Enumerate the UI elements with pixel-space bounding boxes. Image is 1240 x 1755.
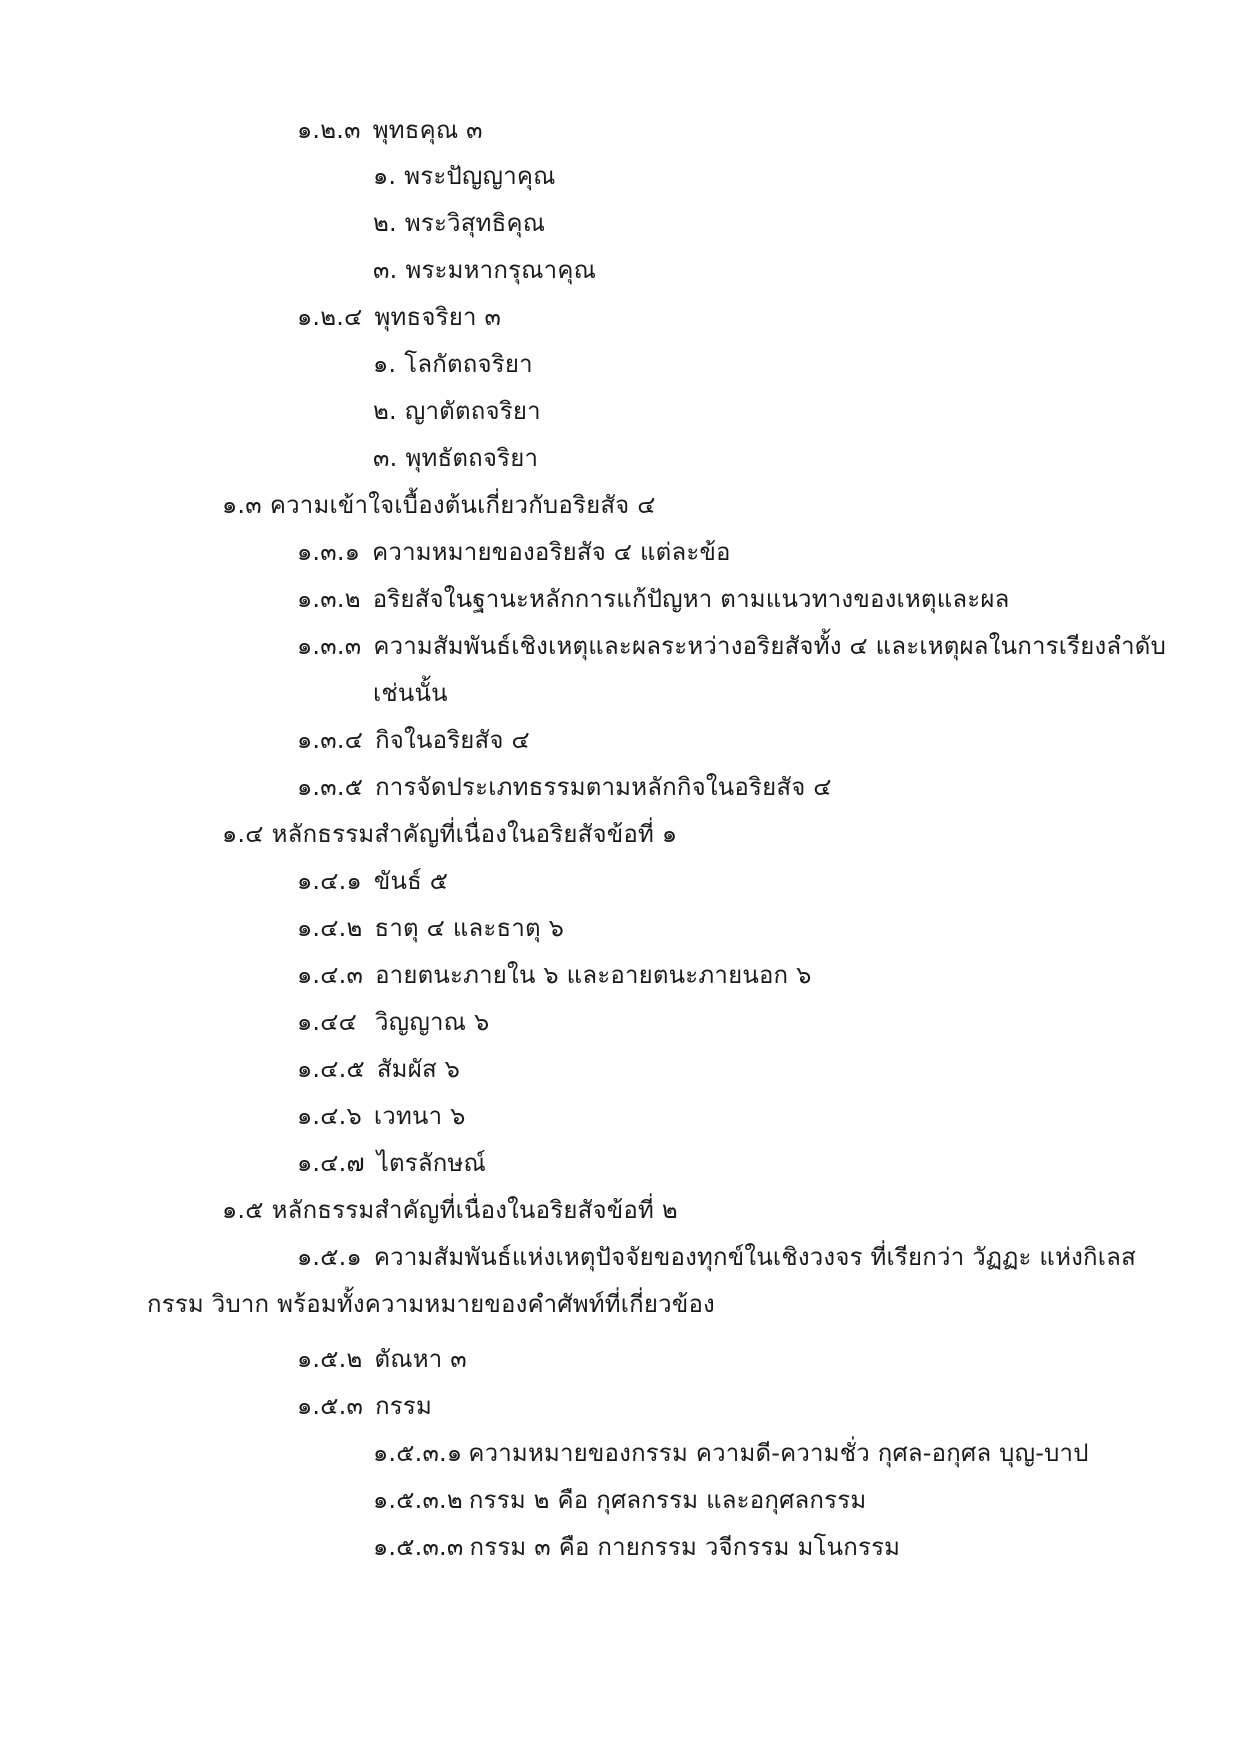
item-text: พุทธจริยา ๓ — [374, 303, 502, 331]
item-number: ๑.๔.๓ — [297, 961, 364, 989]
item-text: หลักธรรมสำคัญที่เนื่องในอริยสัจข้อที่ ๑ — [271, 820, 678, 848]
item-text: ญาตัตถจริยา — [404, 397, 541, 425]
item-text: เช่นนั้น — [373, 679, 448, 707]
outline-item — [297, 958, 812, 992]
outline-item — [297, 1240, 1136, 1274]
item-text: อายตนะภายใน ๖ และอายตนะภายนอก ๖ — [375, 961, 812, 989]
outline-continuation — [147, 1287, 715, 1321]
item-number: ๑.๒.๓ — [297, 116, 361, 144]
item-text: อริยสัจในฐานะหลักการแก้ปัญหา ตามแนวทางของเหตุและผล — [372, 585, 1010, 613]
item-number: ๑.๒.๔ — [297, 303, 363, 331]
outline-item — [297, 770, 832, 804]
outline-item — [373, 159, 556, 193]
item-text: การจัดประเภทธรรมตามหลักกิจในอริยสัจ ๔ — [375, 773, 832, 801]
item-number: ๑. — [373, 162, 397, 190]
item-text: กรรม ๒ คือ กุศลกรรม และอกุศลกรรม — [468, 1486, 867, 1514]
item-number: ๑.๕ — [222, 1196, 264, 1224]
item-number: ๑.๓.๓ — [297, 632, 362, 660]
item-text: โลกัตถจริยา — [404, 350, 533, 378]
item-number: ๑.๔.๗ — [297, 1149, 365, 1177]
item-text: ขันธ์ ๕ — [373, 867, 449, 895]
outline-item — [297, 1146, 486, 1180]
item-number: ๒. — [373, 397, 397, 425]
outline-heading — [222, 1193, 678, 1227]
item-text: พระมหากรุณาคุณ — [405, 256, 597, 284]
outline-item — [297, 1052, 460, 1086]
item-text: ตัณหา ๓ — [374, 1345, 467, 1373]
outline-item — [297, 1099, 466, 1133]
item-number: ๑.๓.๑ — [297, 538, 361, 566]
item-text: ธาตุ ๔ และธาตุ ๖ — [374, 914, 565, 942]
outline-item — [297, 1389, 432, 1423]
outline-item — [297, 1342, 467, 1376]
outline-item — [373, 206, 545, 240]
outline-item — [297, 300, 501, 334]
item-number: ๑.๔.๕ — [297, 1055, 365, 1083]
item-text: กรรม ๓ คือ กายกรรม วจีกรรม มโนกรรม — [469, 1533, 901, 1561]
item-text: ไตรลักษณ์ — [376, 1149, 486, 1177]
item-text: พระวิสุทธิคุณ — [404, 209, 546, 237]
item-number: ๒. — [373, 209, 397, 237]
item-number: ๑.๓ — [222, 491, 262, 519]
item-text: ความหมายของกรรม ความดี-ความชั่ว กุศล-อกุศล บุญ-บาป — [468, 1439, 1089, 1467]
item-text: ความสัมพันธ์แห่งเหตุปัจจัยของทุกข์ในเชิงวงจร ที่เรียกว่า วัฏฏะ แห่งกิเลส — [373, 1243, 1136, 1271]
item-number: ๓. — [373, 444, 398, 472]
item-number: ๑.๔๔ — [297, 1008, 357, 1036]
outline-item — [297, 911, 564, 945]
item-number: ๑.๕.๑ — [297, 1243, 362, 1271]
item-text: กรรม วิบาก พร้อมทั้งความหมายของคำศัพท์ที่เกี่ยวข้อง — [147, 1290, 715, 1318]
outline-item — [373, 253, 596, 287]
item-text: วิญญาณ ๖ — [375, 1008, 490, 1036]
outline-item — [373, 1530, 900, 1564]
item-number: ๓. — [373, 256, 398, 284]
item-number: ๑.๔.๒ — [297, 914, 363, 942]
item-text: พุทธัตถจริยา — [405, 444, 539, 472]
outline-item — [373, 1436, 1089, 1470]
outline-item — [373, 394, 541, 428]
item-number: ๑.๓.๒ — [297, 585, 361, 613]
outline-item — [297, 113, 483, 147]
outline-item — [297, 629, 1166, 663]
outline-heading — [222, 488, 656, 522]
item-number: ๑.๕.๓.๒ — [373, 1486, 463, 1514]
item-number: ๑.๕.๒ — [297, 1345, 363, 1373]
outline-continuation — [373, 676, 448, 710]
item-text: พุทธคุณ ๓ — [372, 116, 483, 144]
outline-item — [373, 441, 538, 475]
item-text: ความเข้าใจเบื้องต้นเกี่ยวกับอริยสัจ ๔ — [269, 491, 656, 519]
outline-heading — [222, 817, 677, 851]
item-text: กิจในอริยสัจ ๔ — [375, 726, 530, 754]
item-text: กรรม — [375, 1392, 432, 1420]
outline-item — [297, 535, 731, 569]
item-number: ๑. — [373, 350, 397, 378]
item-number: ๑.๔.๖ — [297, 1102, 362, 1130]
outline-item — [297, 582, 1010, 616]
item-number: ๑.๔ — [222, 820, 264, 848]
item-number: ๑.๕.๓ — [297, 1392, 364, 1420]
item-text: ความสัมพันธ์เชิงเหตุและผลระหว่างอริยสัจทั้ง ๔ และเหตุผลในการเรียงลำดับ — [373, 632, 1167, 660]
outline-item — [297, 1005, 489, 1039]
item-number: ๑.๕.๓.๓ — [373, 1533, 464, 1561]
outline-item — [373, 347, 533, 381]
item-text: เวทนา ๖ — [373, 1102, 466, 1130]
item-text: หลักธรรมสำคัญที่เนื่องในอริยสัจข้อที่ ๒ — [271, 1196, 678, 1224]
outline-item — [297, 864, 448, 898]
item-text: พระปัญญาคุณ — [404, 162, 556, 190]
item-text: สัมผัส ๖ — [376, 1055, 461, 1083]
item-number: ๑.๔.๑ — [297, 867, 362, 895]
item-number: ๑.๕.๓.๑ — [373, 1439, 463, 1467]
outline-item — [297, 723, 530, 757]
item-text: ความหมายของอริยสัจ ๔ แต่ละข้อ — [372, 538, 731, 566]
item-number: ๑.๓.๕ — [297, 773, 364, 801]
item-number: ๑.๓.๔ — [297, 726, 364, 754]
outline-item — [373, 1483, 866, 1517]
